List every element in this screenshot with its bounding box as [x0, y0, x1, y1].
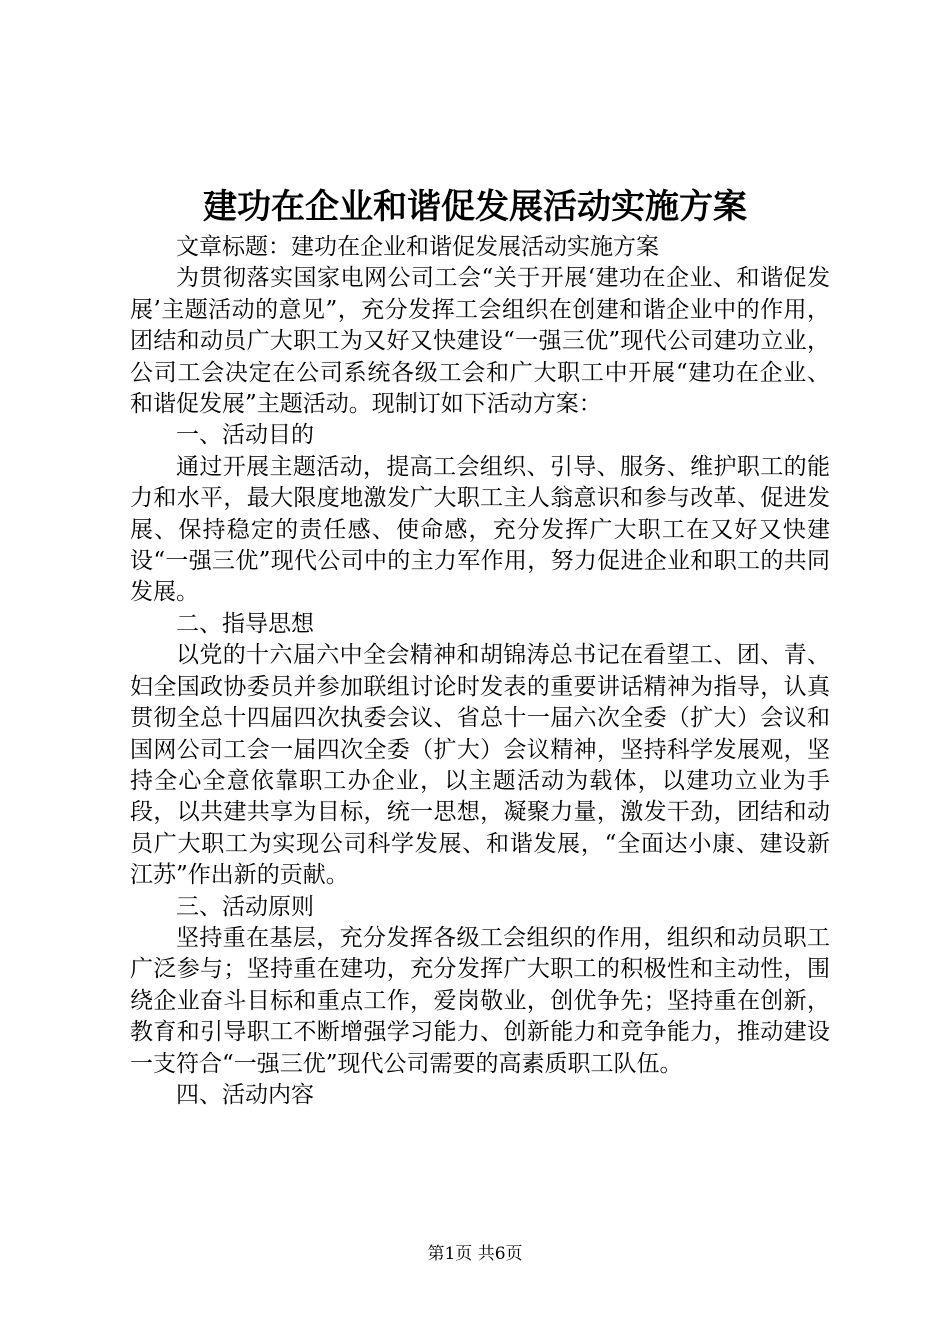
section-heading-content: 四、活动内容 — [176, 1081, 314, 1108]
intro-paragraph: 为贯彻落实国家电网公司工会“关于开展‘建功在企业、和谐促发展’主题活动的意见”，充分发挥工会组织在创建和谐企业中的作用，团结和动员广大职工为又好又快建设“一强三优”现代公司建功立业，公司工会决定在公司系统各级工会和广大职工中开展“建功在企业、和谐促发展”主题活动。现制订如下活动方案： — [130, 265, 830, 418]
page-number-label: 第1页 共6页 — [427, 1244, 523, 1264]
section-paragraph-guiding-ideology: 以党的十六届六中全会精神和胡锦涛总书记在看望工、团、青、妇全国政协委员并参加联组讨论时发表的重要讲话精神为指导，认真贯彻全总十四届四次执委会议、省总十一届六次全委（扩大）会议和国网公司工会一届四次全委（扩大）会议精神，坚持科学发展观，坚持全心全意依靠职工办企业，以主题活动为载体，以建功立业为手段，以共建共享为目标，统一思想，凝聚力量，激发干劲，团结和动员广大职工为实现公司科学发展、和谐发展，“全面达小康、建设新江苏”作出新的贡献。 — [130, 642, 830, 889]
section-paragraph-purpose: 通过开展主题活动，提高工会组织、引导、服务、维护职工的能力和水平，最大限度地激发广大职工主人翁意识和参与改革、促进发展、保持稳定的责任感、使命感，充分发挥广大职工在又好又快建设“一强三优”现代公司中的主力军作用，努力促进企业和职工的共同发展。 — [130, 453, 830, 606]
section-paragraph-principles: 坚持重在基层，充分发挥各级工会组织的作用，组织和动员职工广泛参与；坚持重在建功，充分发挥广大职工的积极性和主动性，围绕企业奋斗目标和重点工作，爱岗敬业，创优争先；坚持重在创新，教育和引导职工不断增强学习能力、创新能力和竞争能力，推动建设一支符合“一强三优”现代公司需要的高素质职工队伍。 — [130, 924, 830, 1077]
document-title: 建功在企业和谐促发展活动实施方案 — [203, 187, 747, 227]
section-heading-guiding-ideology: 二、指导思想 — [176, 610, 314, 637]
section-heading-purpose: 一、活动目的 — [176, 422, 314, 449]
article-title-line: 文章标题：建功在企业和谐促发展活动实施方案 — [176, 234, 659, 260]
document-body — [130, 232, 830, 1111]
page-footer — [0, 1242, 950, 1266]
section-heading-principles: 三、活动原则 — [176, 893, 314, 920]
